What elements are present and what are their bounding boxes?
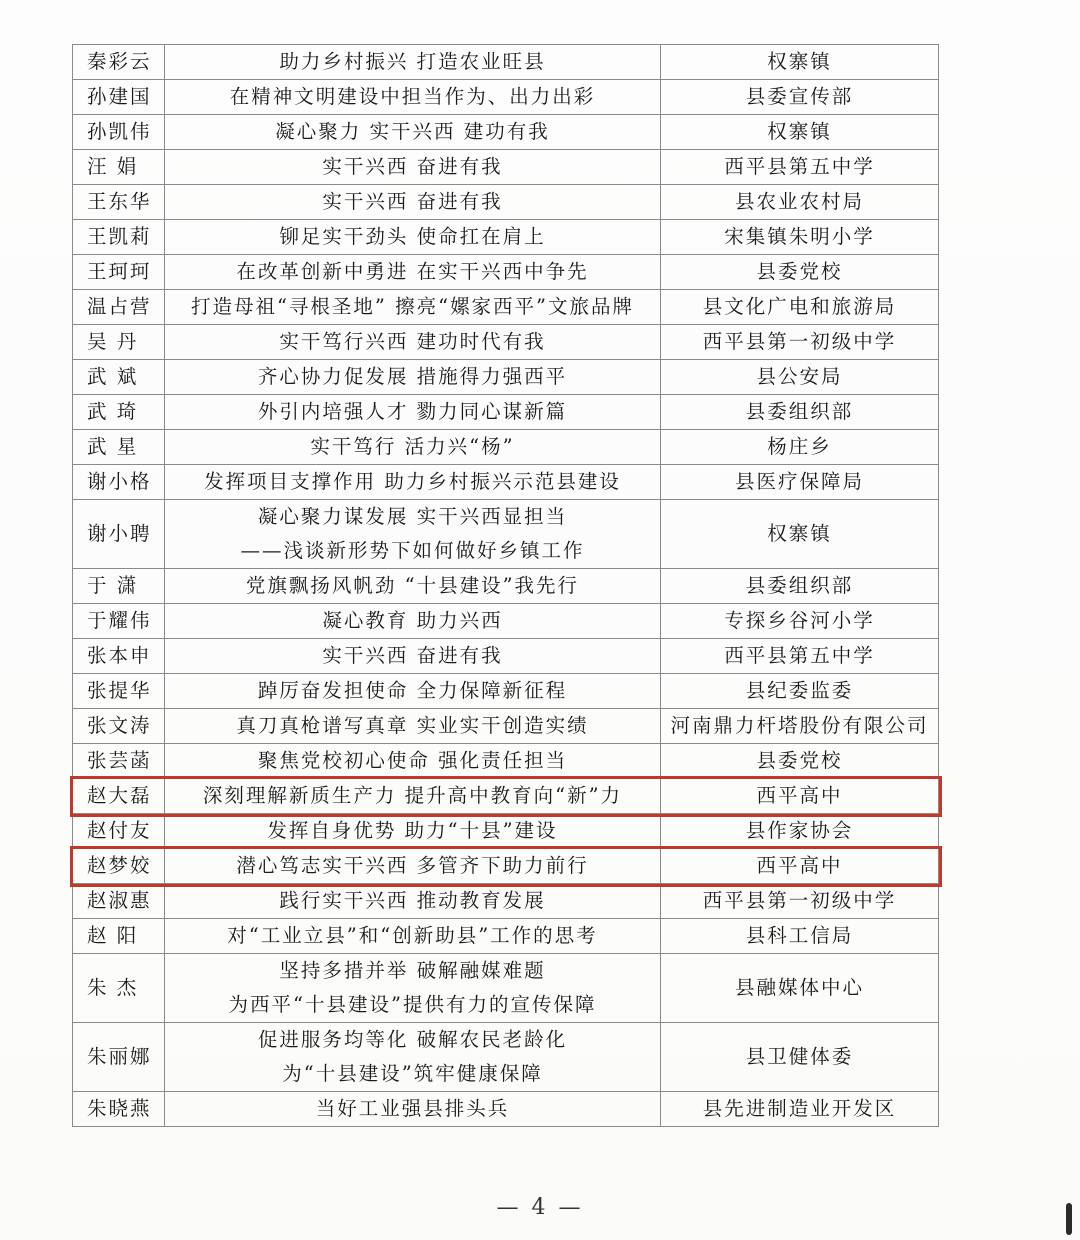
- person-name-cell: 王东华: [73, 185, 165, 220]
- article-title-line: 发挥自身优势 助力“十县”建设: [267, 819, 558, 842]
- article-title-line: 党旗飘扬风帆劲 “十县建设”我先行: [245, 574, 580, 597]
- table-row: [73, 814, 939, 849]
- article-title-line: 对“工业立县”和“创新助县”工作的思考: [227, 924, 598, 947]
- work-unit-cell: 西平县第五中学: [661, 639, 939, 674]
- person-name-cell: 赵 阳: [73, 919, 165, 954]
- article-title-cell: [165, 430, 661, 465]
- article-title-cell: [165, 814, 661, 849]
- person-name-cell: 温占营: [73, 290, 165, 325]
- table-row: [73, 779, 939, 814]
- article-title-cell: [165, 639, 661, 674]
- article-title-cell: [165, 290, 661, 325]
- article-title-cell: [165, 80, 661, 115]
- roster-table: [72, 44, 939, 1127]
- work-unit-cell: 县融媒体中心: [661, 954, 939, 1023]
- article-title-cell: [165, 185, 661, 220]
- article-title-line: 齐心协力促发展 措施得力强西平: [257, 365, 568, 388]
- article-title-cell: [165, 884, 661, 919]
- table-row: [73, 639, 939, 674]
- article-title-cell: [165, 604, 661, 639]
- table-row: [73, 500, 939, 569]
- table-row: [73, 884, 939, 919]
- table-row: [73, 849, 939, 884]
- table-row: [73, 1092, 939, 1127]
- table-row: [73, 255, 939, 290]
- table-row: [73, 325, 939, 360]
- article-title-cell: [165, 1023, 661, 1092]
- article-title-line: 实干笃行 活力兴“杨”: [310, 435, 515, 458]
- table-row: [73, 919, 939, 954]
- work-unit-cell: 专探乡谷河小学: [661, 604, 939, 639]
- article-title-line: 在精神文明建设中担当作为、出力出彩: [229, 85, 596, 108]
- person-name-cell: 朱丽娜: [73, 1023, 165, 1092]
- person-name-cell: 赵大磊: [73, 779, 165, 814]
- table-row: [73, 395, 939, 430]
- scrollbar-thumb[interactable]: [1066, 1203, 1072, 1235]
- table-row: [73, 80, 939, 115]
- article-title-line: 凝心聚力 实干兴西 建功有我: [275, 120, 550, 143]
- person-name-cell: 武 星: [73, 430, 165, 465]
- article-title-cell: [165, 779, 661, 814]
- article-title-line: 真刀真枪谱写真章 实业实干创造实绩: [236, 714, 589, 737]
- work-unit-cell: 县委党校: [661, 255, 939, 290]
- article-title-line: 凝心聚力谋发展 实干兴西显担当: [257, 505, 568, 528]
- person-name-cell: 孙凯伟: [73, 115, 165, 150]
- person-name-cell: 赵付友: [73, 814, 165, 849]
- article-title-line: 实干兴西 奋进有我: [322, 644, 503, 667]
- work-unit-cell: 县农业农村局: [661, 185, 939, 220]
- article-title-cell: [165, 45, 661, 80]
- article-title-line: 聚焦党校初心使命 强化责任担当: [257, 749, 568, 772]
- table-row: [73, 709, 939, 744]
- work-unit-cell: 宋集镇朱明小学: [661, 220, 939, 255]
- article-title-line: 当好工业强县排头兵: [315, 1097, 510, 1120]
- person-name-cell: 秦彩云: [73, 45, 165, 80]
- person-name-cell: 谢小格: [73, 465, 165, 500]
- work-unit-cell: 县委组织部: [661, 395, 939, 430]
- article-title-line: 助力乡村振兴 打造农业旺县: [279, 50, 546, 73]
- work-unit-cell: 西平高中: [661, 779, 939, 814]
- article-title-line: 在改革创新中勇进 在实干兴西中争先: [236, 260, 589, 283]
- work-unit-cell: 县纪委监委: [661, 674, 939, 709]
- article-title-line: 坚持多措并举 破解融媒难题: [279, 959, 546, 982]
- article-title-cell: [165, 115, 661, 150]
- article-title-cell: [165, 360, 661, 395]
- work-unit-cell: 杨庄乡: [661, 430, 939, 465]
- person-name-cell: 张本申: [73, 639, 165, 674]
- article-title-line: 实干笃行兴西 建功时代有我: [279, 330, 546, 353]
- person-name-cell: 赵梦姣: [73, 849, 165, 884]
- article-title-line: 为西平“十县建设”提供有力的宣传保障: [228, 993, 597, 1016]
- article-title-cell: [165, 465, 661, 500]
- article-title-line: 践行实干兴西 推动教育发展: [279, 889, 546, 912]
- work-unit-cell: 河南鼎力杆塔股份有限公司: [661, 709, 939, 744]
- table-row: [73, 45, 939, 80]
- article-title-line: 铆足实干劲头 使命扛在肩上: [279, 225, 546, 248]
- work-unit-cell: 权寨镇: [661, 45, 939, 80]
- table-row: [73, 220, 939, 255]
- work-unit-cell: 县委组织部: [661, 569, 939, 604]
- table-row: [73, 744, 939, 779]
- article-title-line: 潜心笃志实干兴西 多管齐下助力前行: [236, 854, 589, 877]
- table-row: [73, 954, 939, 1023]
- article-title-cell: [165, 744, 661, 779]
- work-unit-cell: 西平县第五中学: [661, 150, 939, 185]
- person-name-cell: 于耀伟: [73, 604, 165, 639]
- table-row: [73, 430, 939, 465]
- article-title-line: 凝心教育 助力兴西: [322, 609, 503, 632]
- table-row: [73, 604, 939, 639]
- article-title-cell: [165, 709, 661, 744]
- page-number: — 4 —: [496, 1195, 584, 1220]
- work-unit-cell: 县卫健体委: [661, 1023, 939, 1092]
- work-unit-cell: 县文化广电和旅游局: [661, 290, 939, 325]
- article-title-line: 为“十县建设”筑牢健康保障: [282, 1062, 543, 1085]
- article-title-cell: [165, 1092, 661, 1127]
- person-name-cell: 朱 杰: [73, 954, 165, 1023]
- work-unit-cell: 西平县第一初级中学: [661, 325, 939, 360]
- work-unit-cell: 县公安局: [661, 360, 939, 395]
- work-unit-cell: 西平高中: [661, 849, 939, 884]
- person-name-cell: 张文涛: [73, 709, 165, 744]
- work-unit-cell: 权寨镇: [661, 115, 939, 150]
- article-title-line: 打造母祖“寻根圣地” 擦亮“嫘家西平”文旅品牌: [190, 295, 635, 318]
- article-title-line: 深刻理解新质生产力 提升高中教育向“新”力: [202, 784, 623, 807]
- work-unit-cell: 县委党校: [661, 744, 939, 779]
- article-title-line: 外引内培强人才 勠力同心谋新篇: [257, 400, 568, 423]
- table-row: [73, 150, 939, 185]
- article-title-cell: [165, 220, 661, 255]
- article-title-cell: [165, 954, 661, 1023]
- work-unit-cell: 权寨镇: [661, 500, 939, 569]
- work-unit-cell: 县先进制造业开发区: [661, 1092, 939, 1127]
- table-row: [73, 290, 939, 325]
- article-title-cell: [165, 849, 661, 884]
- article-title-line: 发挥项目支撑作用 助力乡村振兴示范县建设: [204, 470, 621, 493]
- article-title-cell: [165, 919, 661, 954]
- work-unit-cell: 县医疗保障局: [661, 465, 939, 500]
- article-title-line: ——浅谈新形势下如何做好乡镇工作: [240, 539, 585, 562]
- article-title-cell: [165, 150, 661, 185]
- article-title-cell: [165, 255, 661, 290]
- article-title-cell: [165, 569, 661, 604]
- table-row: [73, 569, 939, 604]
- table-row: [73, 185, 939, 220]
- person-name-cell: 张提华: [73, 674, 165, 709]
- article-title-cell: [165, 325, 661, 360]
- person-name-cell: 王珂珂: [73, 255, 165, 290]
- article-title-line: 实干兴西 奋进有我: [322, 155, 503, 178]
- article-title-line: 实干兴西 奋进有我: [322, 190, 503, 213]
- person-name-cell: 汪 娟: [73, 150, 165, 185]
- work-unit-cell: 县作家协会: [661, 814, 939, 849]
- work-unit-cell: 县科工信局: [661, 919, 939, 954]
- article-title-cell: [165, 395, 661, 430]
- table-row: [73, 360, 939, 395]
- table-row: [73, 465, 939, 500]
- person-name-cell: 张芸菡: [73, 744, 165, 779]
- table-row: [73, 1023, 939, 1092]
- person-name-cell: 王凯莉: [73, 220, 165, 255]
- person-name-cell: 于 潇: [73, 569, 165, 604]
- article-title-line: 踔厉奋发担使命 全力保障新征程: [257, 679, 568, 702]
- roster-body: [73, 45, 939, 1127]
- article-title-line: 促进服务均等化 破解农民老龄化: [257, 1028, 568, 1051]
- article-title-cell: [165, 674, 661, 709]
- person-name-cell: 赵淑惠: [73, 884, 165, 919]
- person-name-cell: 谢小聘: [73, 500, 165, 569]
- person-name-cell: 吴 丹: [73, 325, 165, 360]
- person-name-cell: 朱晓燕: [73, 1092, 165, 1127]
- person-name-cell: 孙建国: [73, 80, 165, 115]
- work-unit-cell: 西平县第一初级中学: [661, 884, 939, 919]
- table-row: [73, 674, 939, 709]
- article-title-cell: [165, 500, 661, 569]
- person-name-cell: 武 斌: [73, 360, 165, 395]
- work-unit-cell: 县委宣传部: [661, 80, 939, 115]
- person-name-cell: 武 琦: [73, 395, 165, 430]
- table-row: [73, 115, 939, 150]
